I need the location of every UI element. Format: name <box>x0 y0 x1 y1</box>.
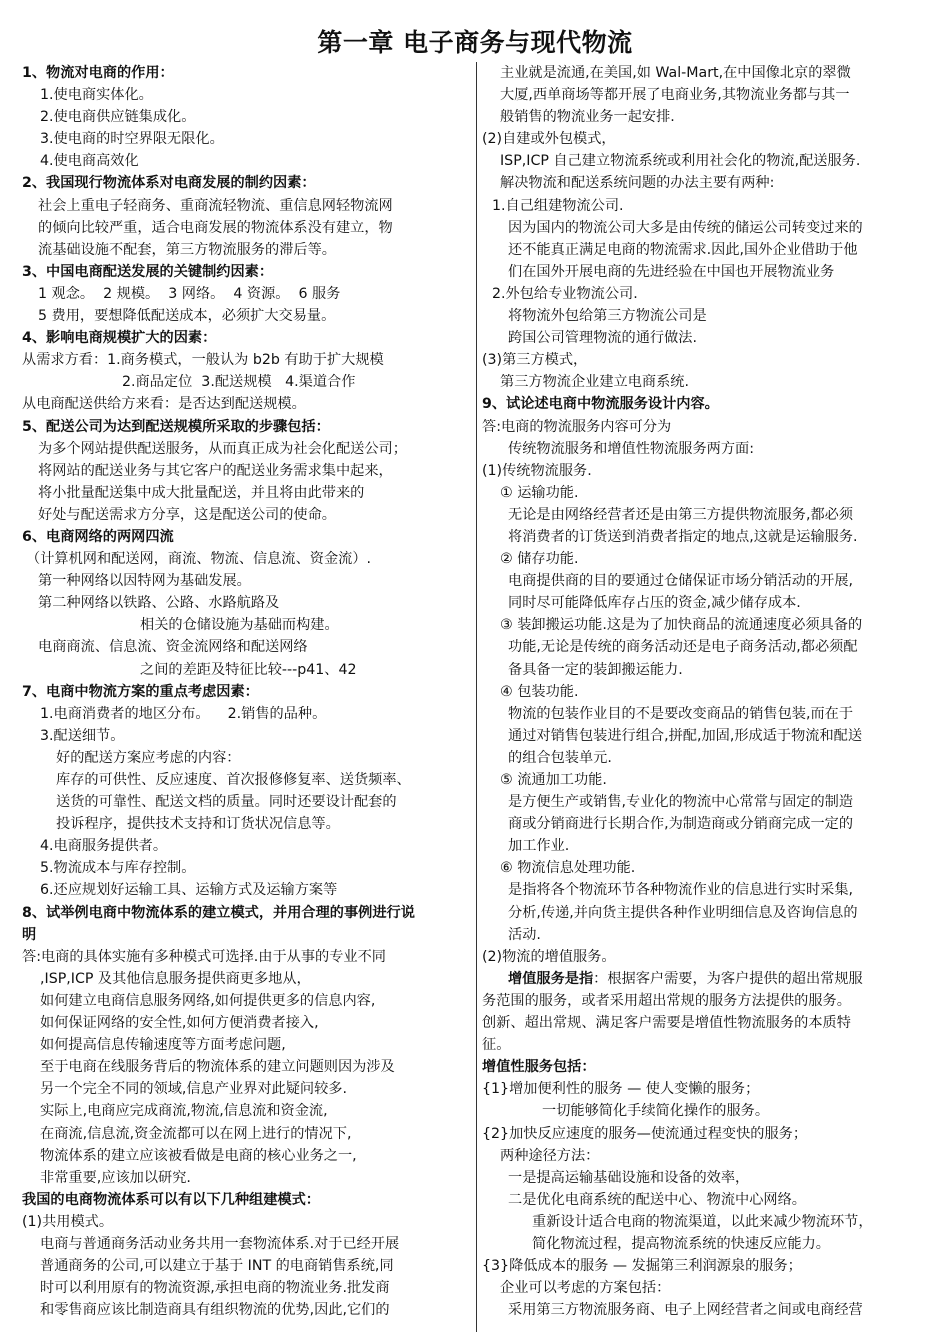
text-line: 们在国外开展电商的先进经验在中国也开展物流业务 <box>508 263 835 280</box>
text-line: 般销售的物流业务一起安排. <box>500 109 675 126</box>
text-line: 采用第三方物流服务商、电子上网经营者之间或电商经营 <box>508 1302 863 1319</box>
text-line: 5、配送公司为达到配送规模所采取的步骤包括： <box>22 418 330 435</box>
text-line: 答:电商的物流服务内容可分为 <box>482 418 672 435</box>
text-line: 同时尽可能降低库存占压的资金,减少储存成本. <box>508 595 801 612</box>
text-line: 从电商配送供给方来看：是否达到配送规模。 <box>22 396 306 413</box>
text-line: 3.配送细节。 <box>40 727 125 744</box>
text-line: 3、中国电商配送发展的关键制约因素： <box>22 263 274 280</box>
text-line: 时可以利用原有的物流资源,承担电商的物流业务.批发商 <box>40 1280 390 1297</box>
text-line: 一切能够简化手续简化操作的服务。 <box>542 1103 770 1120</box>
text-line: 在商流,信息流,资金流都可以在网上进行的情况下, <box>40 1125 352 1142</box>
text-line: {2}加快反应速度的服务—使流通过程变快的服务； <box>482 1125 808 1142</box>
text-line: 另一个完全不同的领域,信息产业界对此疑问较多. <box>40 1081 347 1098</box>
text-line: (1)传统物流服务. <box>482 462 592 479</box>
text-line: 流基础设施不配套，第三方物流服务的滞后等。 <box>38 241 336 258</box>
text-line: 两种途径方法： <box>500 1147 600 1164</box>
text-line: 实际上,电商应完成商流,物流,信息流和资金流, <box>40 1103 328 1120</box>
text-line: 创新、超出常规、满足客户需要是增值性物流服务的本质特 <box>482 1015 851 1032</box>
text-line: 6、电商网络的两网四流 <box>22 528 174 545</box>
text-line: 之间的差距及特征比较---p41、42 <box>140 661 357 678</box>
text-line: 好的配送方案应考虑的内容： <box>56 749 241 766</box>
text-line: （计算机网和配送网，商流、物流、信息流、资金流）. <box>26 551 372 568</box>
text-line: 4、影响电商规模扩大的因素： <box>22 330 217 347</box>
text-line: (2)物流的增值服务。 <box>482 948 616 965</box>
text-line: 2.外包给专业物流公司. <box>492 285 638 302</box>
text-line: 1.使电商实体化。 <box>40 87 153 104</box>
text-line: ISP,ICP 自己建立物流系统或利用社会化的物流,配送服务. <box>500 153 861 170</box>
text-line: 2.使电商供应链集成化。 <box>40 109 196 126</box>
text-line: 投诉程序，提供技术支持和订货状况信息等。 <box>56 816 340 833</box>
text-line: 2、我国现行物流体系对电商发展的制约因素： <box>22 175 316 192</box>
left-column <box>22 62 474 1321</box>
text-line: 7、电商中物流方案的重点考虑因素： <box>22 683 259 700</box>
text-line: ④ 包装功能. <box>500 683 579 700</box>
text-line: ① 运输功能. <box>500 484 579 501</box>
text-line: 电商提供商的目的要通过仓储保证市场分销活动的开展, <box>508 573 854 590</box>
text-line: 1.自己组建物流公司. <box>492 197 624 214</box>
text-line: 因为国内的物流公司大多是由传统的储运公司转变过来的 <box>508 219 863 236</box>
text-line: 增值性服务包括： <box>482 1059 596 1076</box>
text-line: 1.电商消费者的地区分布。 2.销售的品种。 <box>40 705 327 722</box>
text-line: 的组合包装单元. <box>508 749 612 766</box>
text-line: 征。 <box>482 1037 511 1054</box>
text-line: 至于电商在线服务背后的物流体系的建立问题则因为涉及 <box>40 1059 395 1076</box>
text-line: 物流体系的建立应该被看做是电商的核心业务之一, <box>40 1147 357 1164</box>
text-line: (1)共用模式。 <box>22 1213 114 1230</box>
text-line: 明 <box>22 926 37 943</box>
text-line: 商或分销商进行长期合作,为制造商或分销商完成一定的 <box>508 816 854 833</box>
text-line: 2.商品定位 3.配送规模 4.渠道合作 <box>122 374 356 391</box>
text-line: 电商商流、信息流、资金流网络和配送网络 <box>38 639 308 656</box>
right-column <box>482 62 934 1321</box>
text-line: 功能,无论是传统的商务活动还是电子商务活动,都必须配 <box>508 639 858 656</box>
text-line: 加工作业. <box>508 838 570 855</box>
text-line: 大厦,西单商场等都开展了电商业务,其物流业务都与其一 <box>500 87 850 104</box>
text-line: 的倾向比较严重，适合电商发展的物流体系没有建立，物 <box>38 219 393 236</box>
text-line: 传统物流服务和增值性物流服务两方面: <box>508 440 754 457</box>
text-line: 务范围的服务，或者采用超出常规的服务方法提供的服务。 <box>482 992 851 1009</box>
text-line: 通过对销售包装进行组合,拼配,加固,形成适于物流和配送 <box>508 727 863 744</box>
text-line: 将网站的配送业务与其它客户的配送业务需求集中起来， <box>38 462 393 479</box>
text-line: 3.使电商的时空界限无限化。 <box>40 131 224 148</box>
text-line: 如何保证网络的安全性,如何方便消费者接入, <box>40 1015 319 1032</box>
text-line: 4.使电商高效化 <box>40 153 139 170</box>
text-line: 普通商务的公司,可以建立于基于 INT 的电商销售系统,同 <box>40 1258 394 1275</box>
text-line: 如何建立电商信息服务网络,如何提供更多的信息内容, <box>40 992 376 1009</box>
text-line: 第一种网络以因特网为基础发展。 <box>38 573 251 590</box>
text-line: (3)第三方模式， <box>482 352 588 369</box>
text-line: 1、物流对电商的作用： <box>22 65 174 81</box>
text-line: 第三方物流企业建立电商系统. <box>500 374 689 391</box>
text-line: 重新设计适合电商的物流渠道，以此来减少物流环节， <box>532 1213 873 1230</box>
text-line: 如何提高信息传输速度等方面考虑问题, <box>40 1037 286 1054</box>
text-line: ② 储存功能. <box>500 551 579 568</box>
text-line: 答:电商的具体实施有多种模式可选择.由于从事的专业不同 <box>22 948 386 965</box>
text-line: 为多个网站提供配送服务，从而真正成为社会化配送公司； <box>38 440 407 457</box>
text-line: ,ISP,ICP 及其他信息服务提供商更多地从， <box>40 970 311 987</box>
text-line: 6.还应规划好运输工具、运输方式及运输方案等 <box>40 882 338 899</box>
text-line: 跨国公司管理物流的通行做法. <box>508 330 697 347</box>
text-line: 企业可以考虑的方案包括： <box>500 1280 671 1297</box>
text-line: 5 费用，要想降低配送成本，必须扩大交易量。 <box>38 308 336 325</box>
text-line: {1}增加便利性的服务 — 使人变懒的服务； <box>482 1081 760 1098</box>
text-line: 简化物流过程，提高物流系统的快速反应能力。 <box>532 1235 830 1252</box>
text-line: 送货的可靠性、配送文档的质量。同时还要设计配套的 <box>56 794 397 811</box>
text-line: 和零售商应该比制造商具有组织物流的优势,因此,它们的 <box>40 1302 390 1319</box>
text-line: 还不能真正满足电商的物流需求.因此,国外企业借助于他 <box>508 241 858 258</box>
text-line: 将物流外包给第三方物流公司是 <box>508 308 707 325</box>
text-line: 1 观念。 2 规模。 3 网络。 4 资源。 6 服务 <box>38 285 341 302</box>
text-line: 分析,传递,并向货主提供各种作业明细信息及咨询信息的 <box>508 904 858 921</box>
text-line: 物流的包装作业目的不是要改变商品的销售包装,而在于 <box>508 705 854 722</box>
text-line: 9、试论述电商中物流服务设计内容。 <box>482 396 719 413</box>
text-line: 相关的仓储设施为基础而构建。 <box>140 617 339 634</box>
text-line: 一是提高运输基础设施和设备的效率， <box>508 1169 750 1186</box>
text-line: 从需求方看：1.商务模式，一般认为 b2b 有助于扩大规模 <box>22 352 384 369</box>
text-line: 库存的可供性、反应速度、首次报修修复率、送货频率、 <box>56 772 411 788</box>
text-line: 备具备一定的装卸搬运能力. <box>508 661 683 678</box>
text-line: 5.物流成本与库存控制。 <box>40 860 196 877</box>
text-line: 是方便生产或销售,专业化的物流中心常常与固定的制造 <box>508 794 854 811</box>
text-line: (2)自建或外包模式， <box>482 131 616 148</box>
page-title: 第一章 电子商务与现代物流 <box>317 28 633 57</box>
text-line: 是指将各个物流环节各种物流作业的信息进行实时采集, <box>508 882 854 899</box>
text-line: ③ 装卸搬运功能.这是为了加快商品的流通速度必须具备的 <box>500 617 863 634</box>
text-line <box>482 968 934 990</box>
column-divider <box>476 62 477 1332</box>
text-line: 我国的电商物流体系可以有以下几种组建模式： <box>22 1191 320 1208</box>
text-line: 将消费者的订货送到消费者指定的地点,这就是运输服务. <box>508 528 858 545</box>
text-line: ⑤ 流通加工功能. <box>500 772 607 788</box>
bold-term: 增值服务是指 <box>508 970 594 987</box>
text-line: 社会上重电子轻商务、重商流轻物流、重信息网轻物流网 <box>38 197 393 214</box>
text-line: 无论是由网络经营者还是由第三方提供物流服务,都必须 <box>508 506 854 523</box>
text-line: 电商与普通商务活动业务共用一套物流体系.对于已经开展 <box>40 1235 400 1252</box>
text-line: 好处与配送需求方分享，这是配送公司的使命。 <box>38 506 336 523</box>
text-run: ：根据客户需要，为客户提供的超出常规服 <box>593 970 863 987</box>
text-line: 将小批量配送集中成大批量配送，并且将由此带来的 <box>38 484 365 501</box>
text-line: 4.电商服务提供者。 <box>40 838 168 855</box>
text-line: 主业就是流通,在美国,如 Wal-Mart,在中国像北京的翠微 <box>500 65 851 81</box>
text-line: 非常重要,应该加以研究. <box>40 1169 191 1186</box>
text-line: 活动. <box>508 926 541 943</box>
text-line: {3}降低成本的服务 — 发掘第三利润源泉的服务； <box>482 1258 802 1275</box>
text-line: 8、试举例电商中物流体系的建立模式，并用合理的事例进行说 <box>22 904 415 921</box>
text-line: ⑥ 物流信息处理功能. <box>500 860 636 877</box>
text-line: 第二种网络以铁路、公路、水路航路及 <box>38 595 280 612</box>
text-line: 二是优化电商系统的配送中心、物流中心网络。 <box>508 1191 806 1208</box>
text-line: 解决物流和配送系统问题的办法主要有两种: <box>500 175 775 192</box>
